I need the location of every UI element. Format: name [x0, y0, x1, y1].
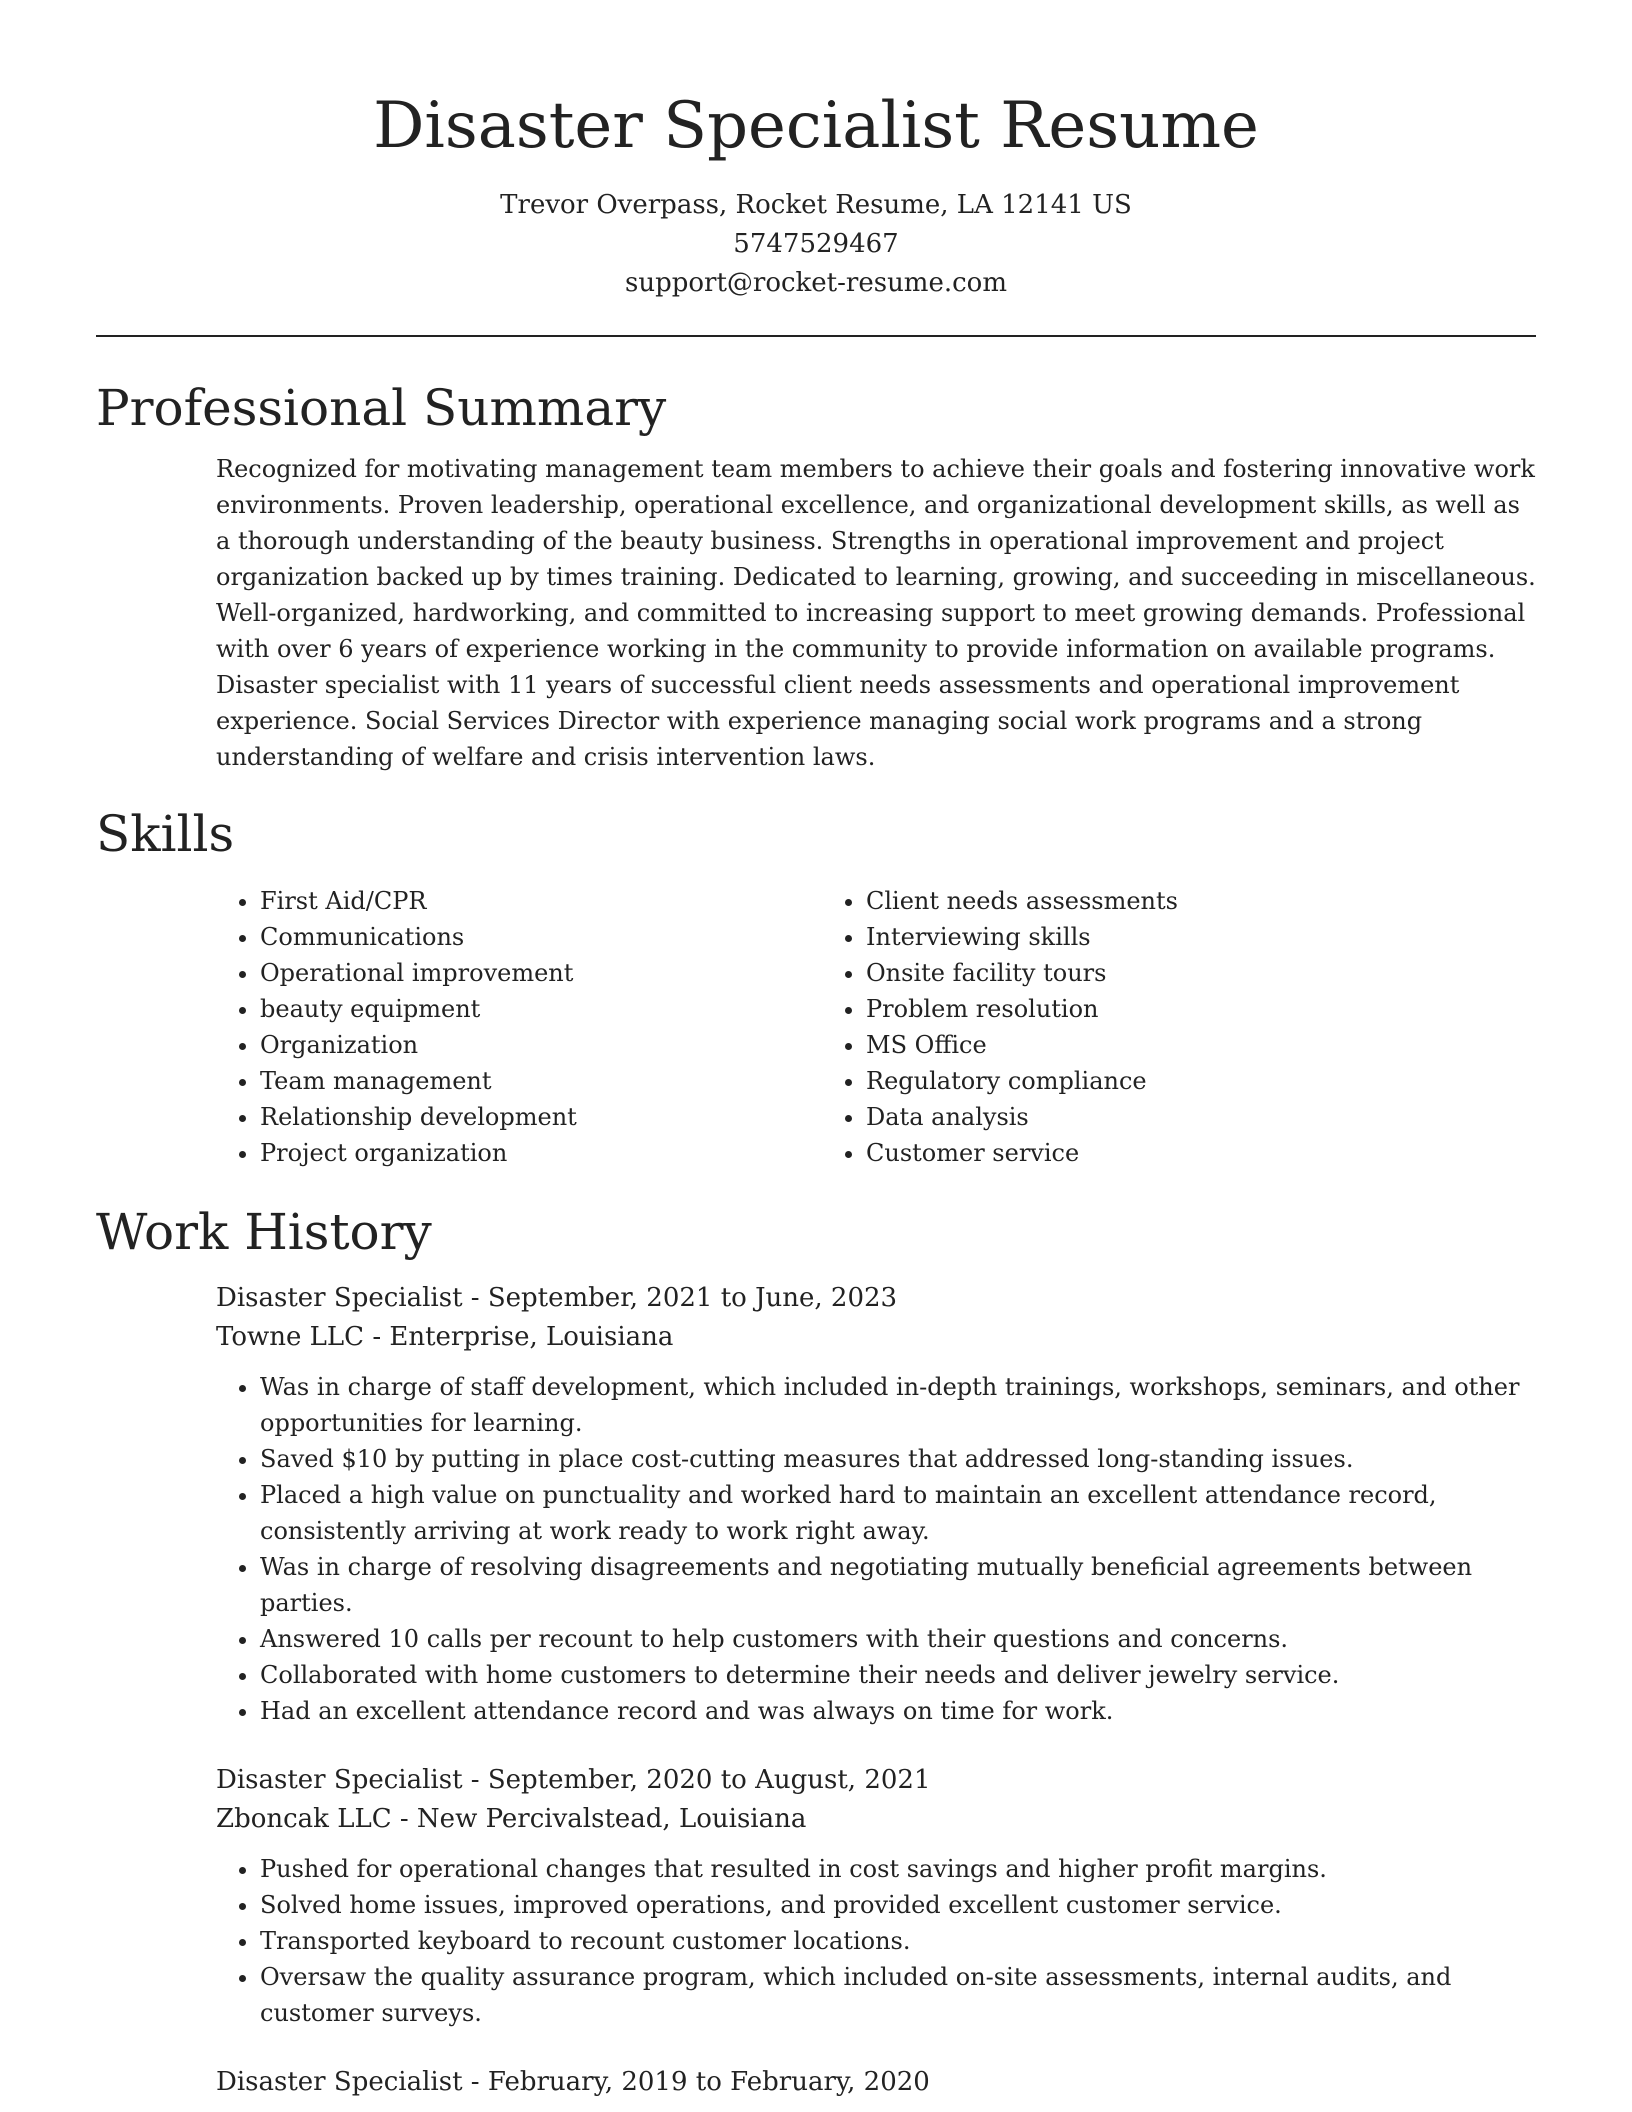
job-bullet: • Answered 10 calls per recount to help customers with their questions and concerns. [260, 1621, 1536, 1657]
job-entry [216, 1761, 1536, 2031]
skill-item: • MS Office [866, 1027, 1428, 1063]
skill-item: • beauty equipment [260, 991, 822, 1027]
contact-block [96, 186, 1536, 303]
skills-heading: Skills [96, 805, 235, 863]
job-bullet: • Pushed for operational changes that resulted in cost savings and higher profit margins. [260, 1851, 1536, 1887]
skill-item: • Project organization [260, 1135, 822, 1171]
skill-item: • Onsite facility tours [866, 955, 1428, 991]
skill-item: • Problem resolution [866, 991, 1428, 1027]
job-bullet: • Collaborated with home customers to determine their needs and deliver jewelry service. [260, 1657, 1536, 1693]
header-divider [96, 335, 1536, 337]
job-bullet: • Transported keyboard to recount customer locations. [260, 1923, 1536, 1959]
skills-list-right [822, 883, 1428, 1171]
skill-item: • Data analysis [866, 1099, 1428, 1135]
skill-item: • Interviewing skills [866, 919, 1428, 955]
job-bullet: • Was in charge of staff development, which included in-depth trainings, workshops, seminars, and other opportunities for learning. [260, 1369, 1536, 1441]
contact-email: support@rocket-resume.com [624, 268, 1007, 298]
job-bullet: • Solved home issues, improved operations, and provided excellent customer service. [260, 1887, 1536, 1923]
job-bullet: • Was in charge of resolving disagreements and negotiating mutually beneficial agreements between parties. [260, 1549, 1536, 1621]
job-title: Disaster Specialist - February, 2019 to February, 2020 [216, 2067, 930, 2097]
work-history-heading: Work History [96, 1203, 432, 1261]
work-history-section [96, 1197, 1536, 2102]
job-bullet: • Saved $10 by putting in place cost-cutting measures that addressed long-standing issues. [260, 1441, 1536, 1477]
job-bullet: • Had an excellent attendance record and was always on time for work. [260, 1693, 1536, 1729]
job-title: Disaster Specialist - September, 2020 to August, 2021 [216, 1765, 931, 1795]
skill-item: • Operational improvement [260, 955, 822, 991]
resume-page [96, 0, 1536, 2102]
job-title: Disaster Specialist - September, 2021 to June, 2023 [216, 1283, 898, 1313]
skills-list-left [216, 883, 822, 1171]
skills-columns [216, 883, 1536, 1171]
summary-section [96, 373, 1536, 775]
summary-heading: Professional Summary [96, 379, 667, 437]
contact-address: Trevor Overpass, Rocket Resume, LA 12141 US [500, 190, 1132, 220]
skill-item: • Relationship development [260, 1099, 822, 1135]
summary-text: Recognized for motivating management team members to achieve their goals and fostering innovative work environments. Proven leadership, operational excellence, and organizational development skills, as well as a thorough understanding of the beauty business. Strengths in operational improvement and project organization backed up by times training. Dedicated to learning, growing, and succeeding in miscellaneous. Well-organized, hardworking, and committed to increasing support to meet growing demands. Professional with over 6 years of experience working in the community to provide information on available programs. Disaster specialist with 11 years of successful client needs assessments and operational improvement experience. Social Services Director with experience managing social work programs and a strong understanding of welfare and crisis intervention laws. [216, 455, 1536, 771]
skill-item: • Client needs assessments [866, 883, 1428, 919]
skill-item: • Regulatory compliance [866, 1063, 1428, 1099]
document-title: Disaster Specialist Resume [373, 89, 1259, 163]
job-company: Zboncak LLC - New Percivalstead, Louisiana [216, 1804, 807, 1834]
job-entry [216, 2063, 1536, 2102]
skills-section [96, 799, 1536, 1171]
job-bullet: • Oversaw the quality assurance program, which included on-site assessments, internal audits, and customer surveys. [260, 1959, 1536, 2031]
job-bullets [216, 1369, 1536, 1729]
resume-header [96, 0, 1536, 303]
skill-item: • Team management [260, 1063, 822, 1099]
skill-item: • Organization [260, 1027, 822, 1063]
job-entry [216, 1279, 1536, 1729]
skill-item: • First Aid/CPR [260, 883, 822, 919]
contact-phone: 5747529467 [733, 229, 899, 259]
job-company: Towne LLC - Enterprise, Louisiana [216, 1322, 674, 1352]
job-bullet: • Placed a high value on punctuality and worked hard to maintain an excellent attendance record, consistently arriving at work ready to work right away. [260, 1477, 1536, 1549]
skill-item: • Customer service [866, 1135, 1428, 1171]
skill-item: • Communications [260, 919, 822, 955]
job-bullets [216, 1851, 1536, 2031]
